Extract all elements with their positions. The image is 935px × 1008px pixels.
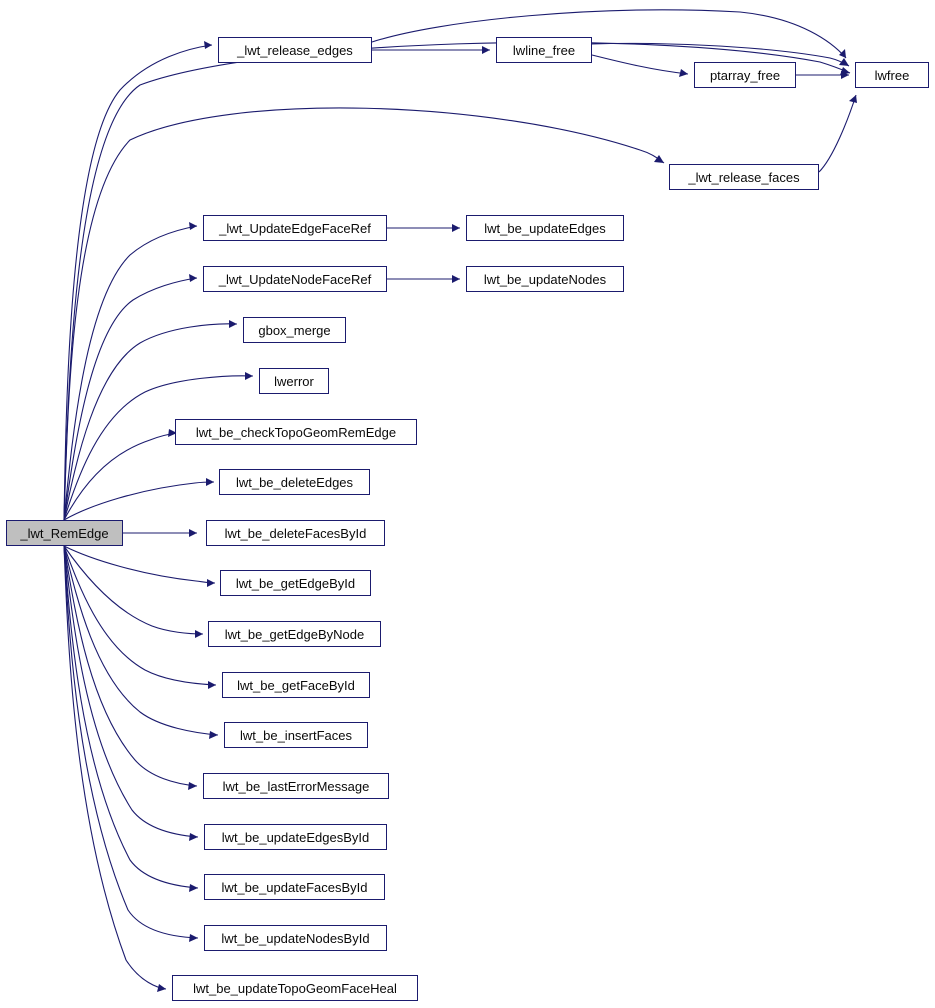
graph-node-gbox_merge[interactable] <box>243 317 346 343</box>
graph-node-label: lwt_be_updateEdgesById <box>221 829 370 845</box>
graph-node-root[interactable] <box>6 520 123 546</box>
graph-node-get_edge_by_id[interactable] <box>220 570 371 596</box>
graph-node-check_topogeom[interactable] <box>175 419 417 445</box>
graph-node-label: lwt_be_updateTopoGeomFaceHeal <box>193 980 397 996</box>
graph-node-update_edge_face_ref[interactable] <box>203 215 387 241</box>
graph-node-label: lwt_be_getEdgeById <box>235 575 356 591</box>
graph-node-label: _lwt_RemEdge <box>20 525 109 541</box>
graph-node-delete_edges[interactable] <box>219 469 370 495</box>
graph-node-update_nodes_by_id[interactable] <box>204 925 387 951</box>
graph-node-be_update_edges[interactable] <box>466 215 624 241</box>
graph-node-update_edges_by_id[interactable] <box>204 824 387 850</box>
graph-node-insert_faces[interactable] <box>224 722 368 748</box>
graph-node-delete_faces_by_id[interactable] <box>206 520 385 546</box>
graph-node-get_face_by_id[interactable] <box>222 672 370 698</box>
graph-node-label: lwline_free <box>512 42 576 58</box>
graph-node-label: lwt_be_insertFaces <box>240 727 352 743</box>
graph-node-label: gbox_merge <box>258 322 331 338</box>
graph-node-release_faces[interactable] <box>669 164 819 190</box>
graph-node-label: lwt_be_getFaceById <box>237 677 355 693</box>
graph-node-be_update_nodes[interactable] <box>466 266 624 292</box>
graph-node-get_edge_by_node[interactable] <box>208 621 381 647</box>
graph-node-label: lwt_be_getEdgeByNode <box>224 626 365 642</box>
graph-node-label: lwt_be_updateFacesById <box>221 879 368 895</box>
graph-node-label: lwfree <box>874 67 910 83</box>
graph-node-update_node_face_ref[interactable] <box>203 266 387 292</box>
graph-node-label: _lwt_release_edges <box>237 42 353 58</box>
graph-node-label: lwt_be_deleteFacesById <box>224 525 367 541</box>
graph-node-label: _lwt_UpdateEdgeFaceRef <box>219 220 371 236</box>
edge-group <box>64 10 857 992</box>
graph-node-label: lwt_be_updateEdges <box>484 220 606 236</box>
graph-node-last_error[interactable] <box>203 773 389 799</box>
graph-node-update_topogeom_heal[interactable] <box>172 975 418 1001</box>
graph-node-update_faces_by_id[interactable] <box>204 874 385 900</box>
graph-node-release_edges[interactable] <box>218 37 372 63</box>
graph-node-label: ptarray_free <box>709 67 781 83</box>
graph-node-ptarray_free[interactable] <box>694 62 796 88</box>
graph-node-label: lwt_be_lastErrorMessage <box>222 778 370 794</box>
graph-node-label: lwt_be_checkTopoGeomRemEdge <box>195 424 397 440</box>
graph-node-lwline_free[interactable] <box>496 37 592 63</box>
graph-node-label: _lwt_UpdateNodeFaceRef <box>218 271 372 287</box>
graph-node-label: _lwt_release_faces <box>688 169 800 185</box>
graph-node-label: lwt_be_updateNodes <box>483 271 607 287</box>
graph-node-label: lwt_be_deleteEdges <box>235 474 354 490</box>
graph-node-label: lwt_be_updateNodesById <box>221 930 370 946</box>
graph-node-lwfree[interactable] <box>855 62 929 88</box>
graph-node-lwerror[interactable] <box>259 368 329 394</box>
graph-node-label: lwerror <box>274 373 314 389</box>
